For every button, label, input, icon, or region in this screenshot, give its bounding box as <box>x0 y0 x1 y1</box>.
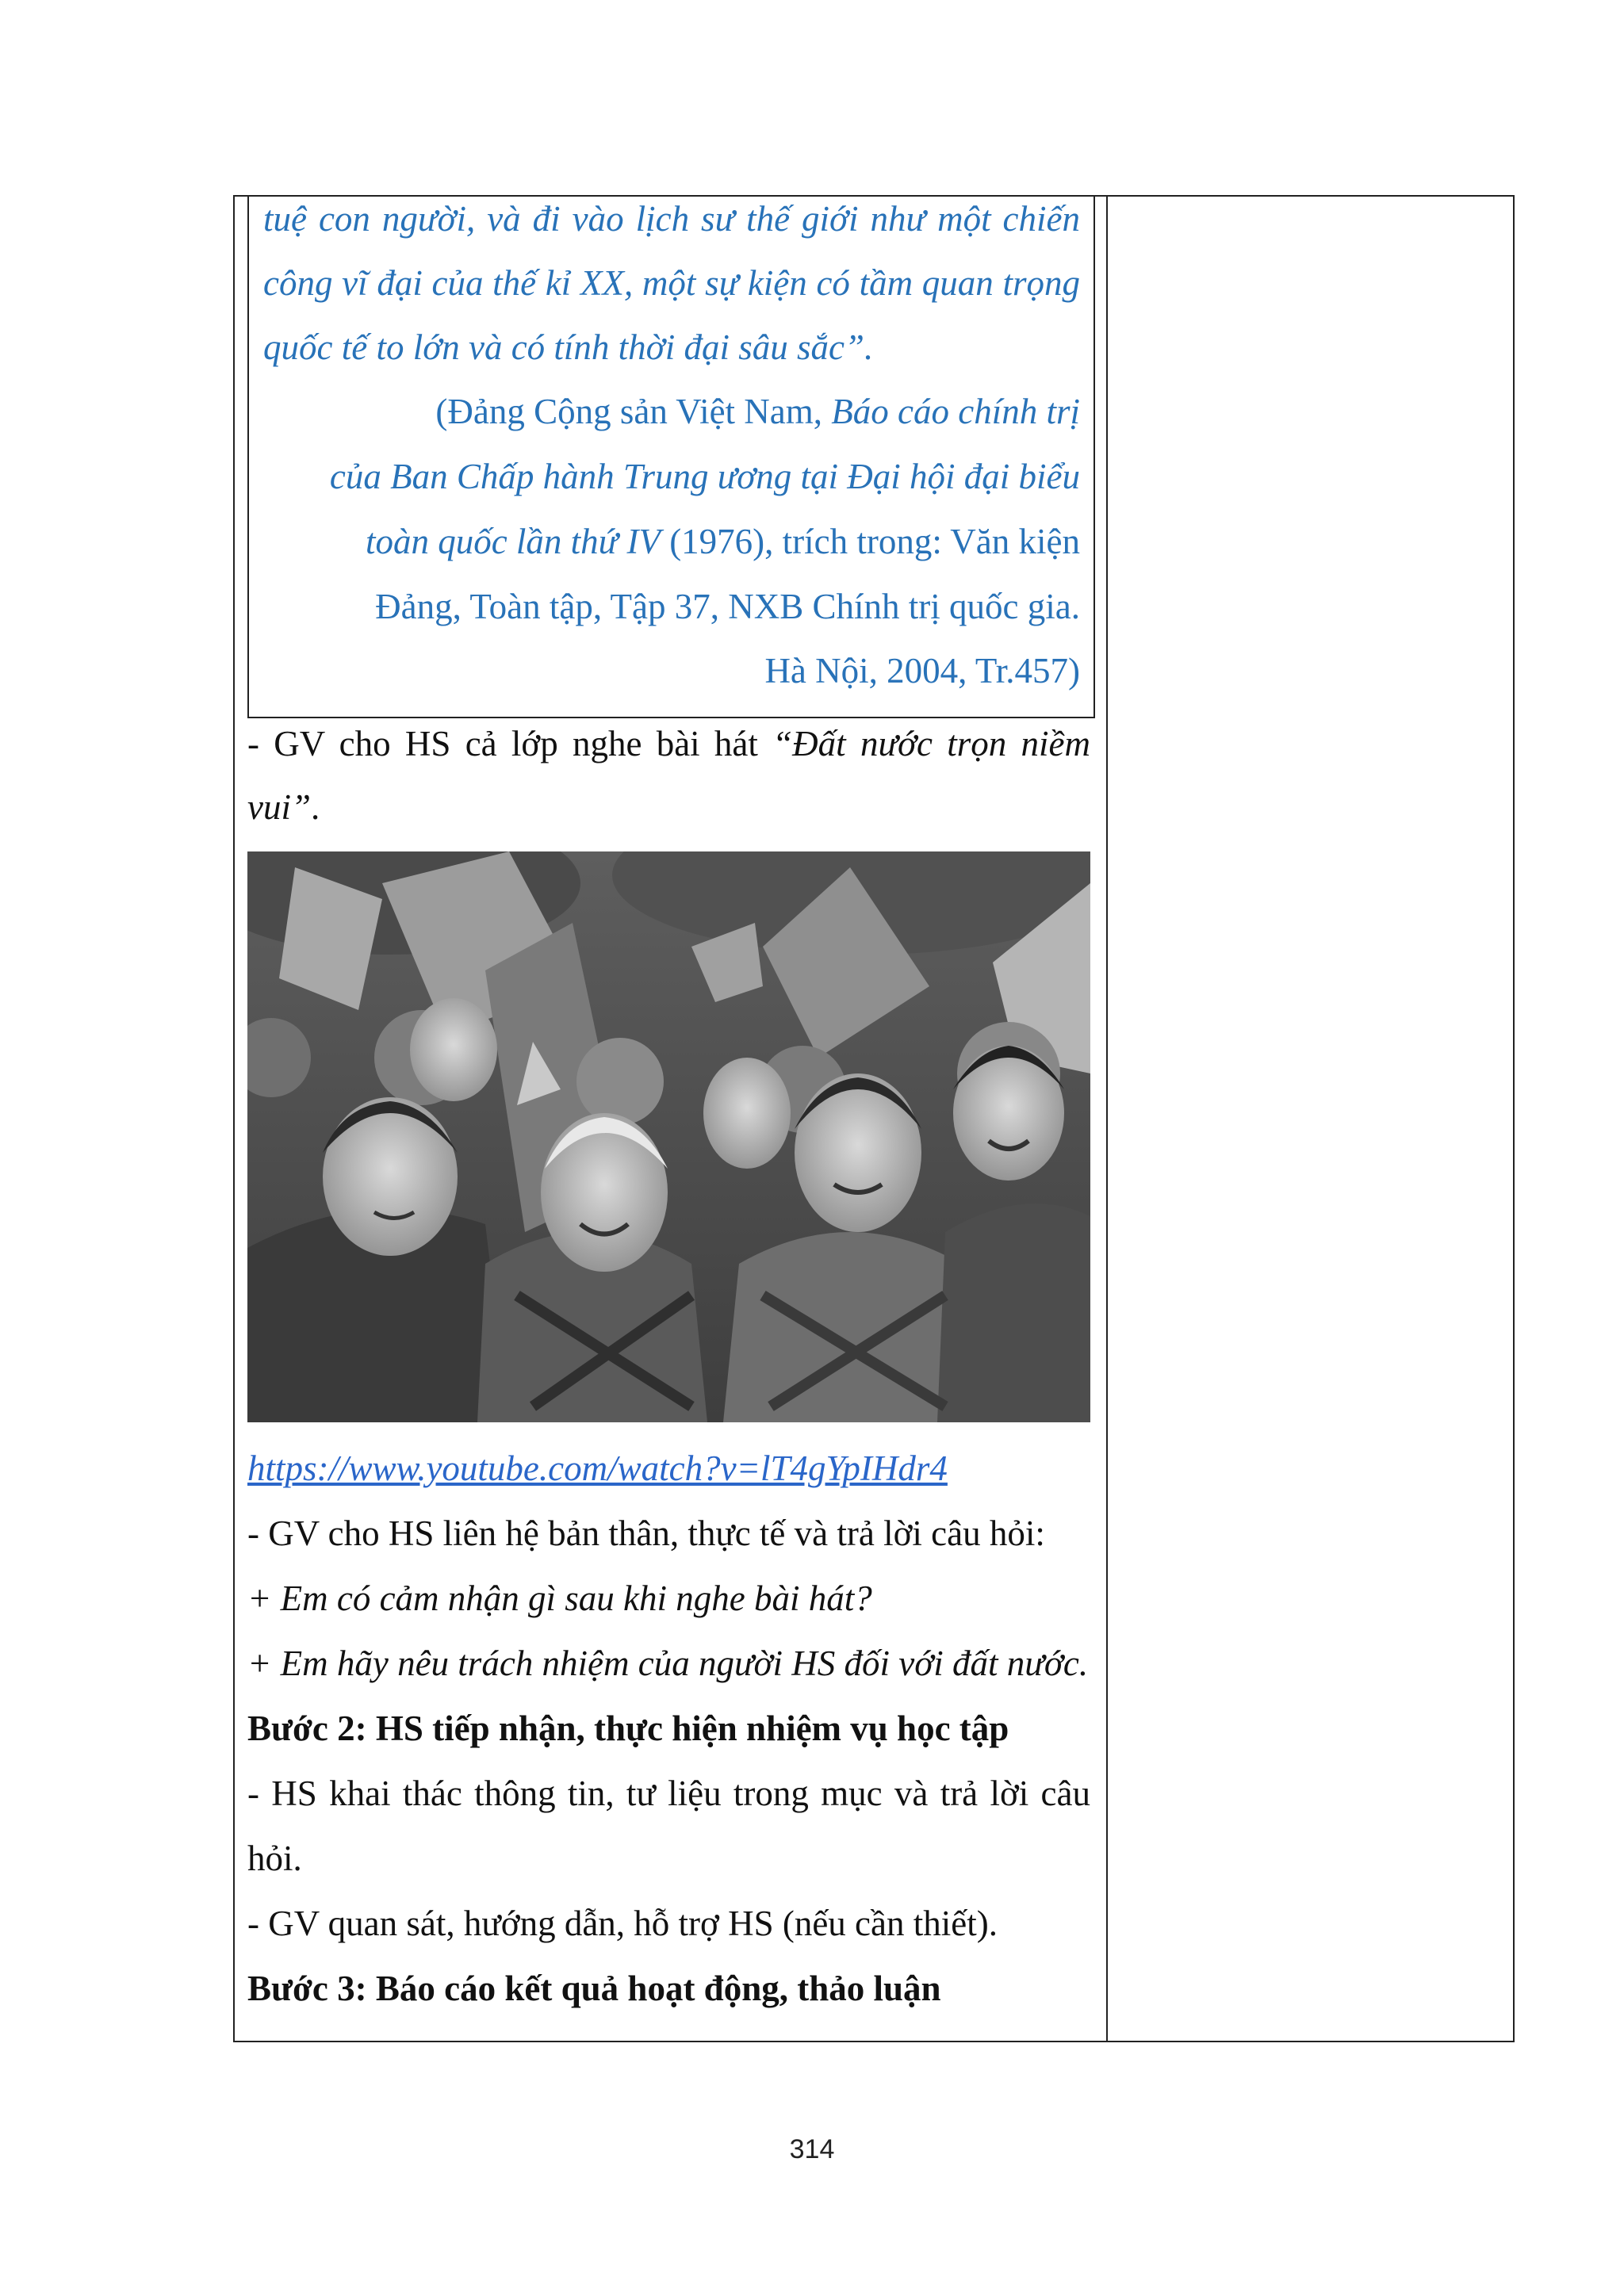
quote-line-2: công vĩ đại của thế kỉ XX, một sự kiện có tầm quan trọng <box>263 263 1080 303</box>
song-instruction-text: - GV cho HS cả lớp nghe bài hát <box>247 724 773 763</box>
song-title-period: . <box>311 787 320 827</box>
song-title: “Đất nước trọn niềm <box>772 724 1090 763</box>
song-instruction-line-2 <box>247 783 320 831</box>
citation-author: (Đảng Cộng sản Việt Nam, <box>435 392 832 431</box>
citation-line-1 <box>263 388 1080 435</box>
step2-line-2: hỏi. <box>247 1839 302 1878</box>
citation-title: Báo cáo chính trị <box>831 392 1080 431</box>
youtube-link-row <box>247 1445 948 1492</box>
table-column-divider <box>1106 195 1108 2042</box>
citation-line-4: Đảng, Toàn tập, Tập 37, NXB Chính trị quốc gia. <box>375 587 1080 626</box>
step2-line-1: - HS khai thác thông tin, tư liệu trong mục và trả lời câu <box>247 1774 1090 1813</box>
quote-line-3: quốc tế to lớn và có tính thời đại sâu sắc”. <box>263 327 874 367</box>
question-1: + Em có cảm nhận gì sau khi nghe bài hát? <box>247 1578 872 1618</box>
step2-heading: Bước 2: HS tiếp nhận, thực hiện nhiệm vụ học tập <box>247 1709 1009 1748</box>
citation-line-2: của Ban Chấp hành Trung ương tại Đại hội đại biểu <box>329 457 1080 496</box>
citation-line-3 <box>263 518 1080 565</box>
youtube-link[interactable]: https://www.youtube.com/watch?v=lT4gYpIHdr4 <box>247 1448 948 1488</box>
citation-title-end: toàn quốc lần thứ IV <box>365 522 661 561</box>
celebration-photo <box>247 851 1090 1422</box>
step3-heading: Bước 3: Báo cáo kết quả hoạt động, thảo luận <box>247 1969 941 2008</box>
step2-line-3: - GV quan sát, hướng dẫn, hỗ trợ HS (nếu cần thiết). <box>247 1904 998 1943</box>
song-instruction-line-1 <box>247 720 1090 767</box>
citation-source: (1976), trích trong: Văn kiện <box>660 522 1080 561</box>
page-number: 314 <box>789 2134 835 2164</box>
citation-line-5: Hà Nội, 2004, Tr.457) <box>764 651 1080 691</box>
question-2: + Em hãy nêu trách nhiệm của người HS đối với đất nước. <box>247 1644 1089 1683</box>
song-title-end: vui” <box>247 787 312 827</box>
reflect-instruction: - GV cho HS liên hệ bản thân, thực tế và trả lời câu hỏi: <box>247 1513 1045 1553</box>
quote-line-1: tuệ con người, và đi vào lịch sư thế giới như một chiến <box>263 199 1080 239</box>
celebration-photo-image <box>247 851 1090 1422</box>
